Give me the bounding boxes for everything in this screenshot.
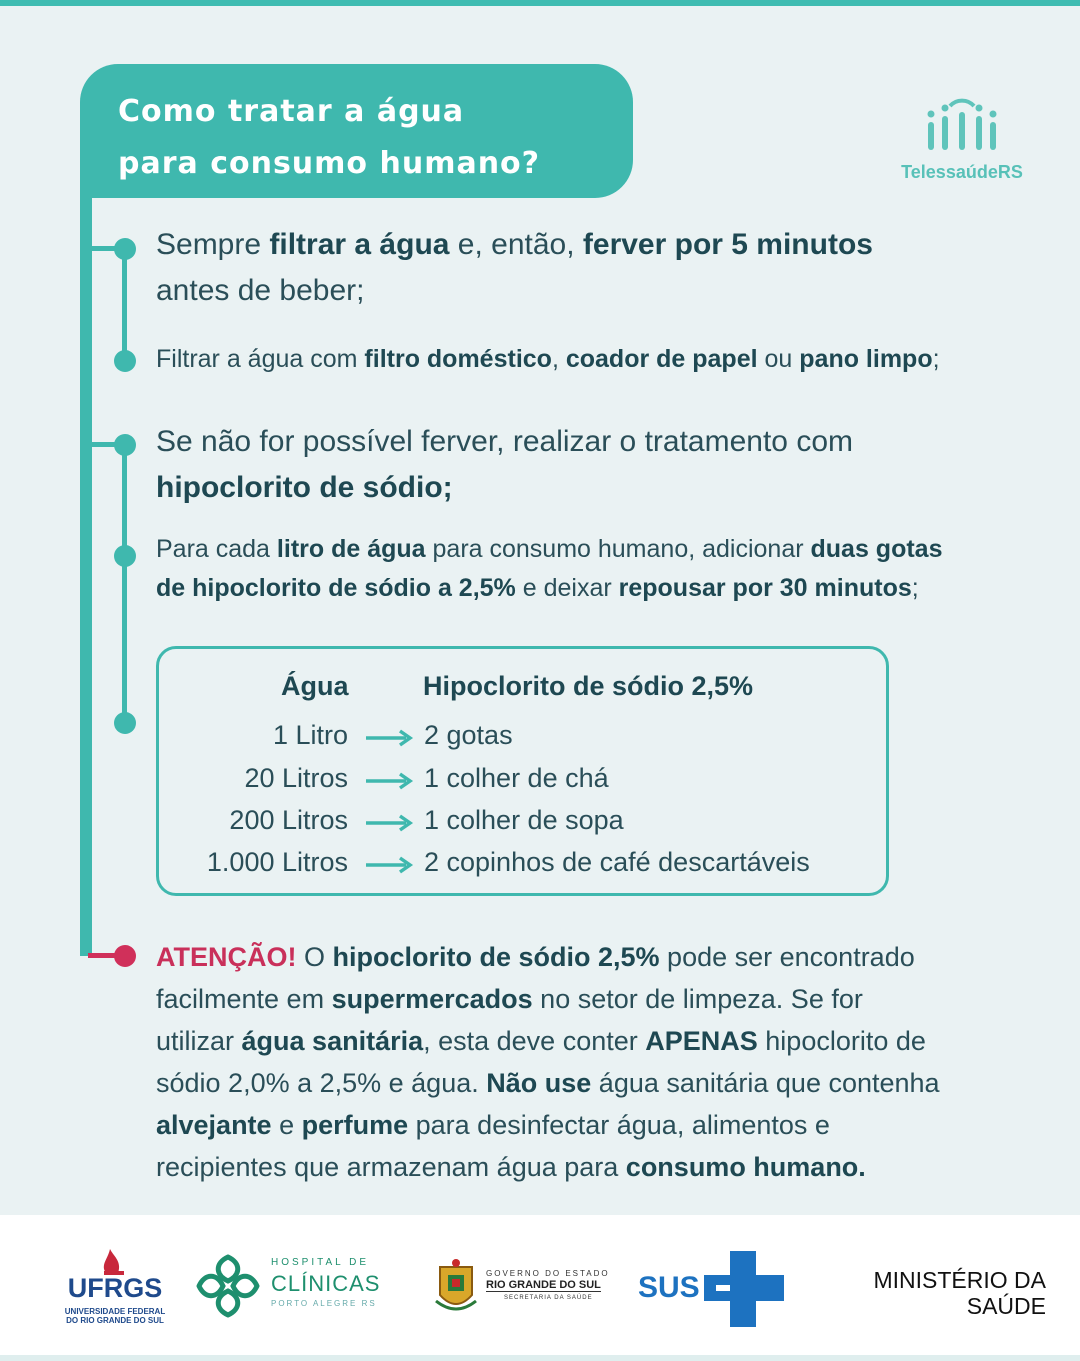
page-title <box>118 86 540 190</box>
dosage-table <box>156 646 889 896</box>
timeline-dot <box>114 545 136 567</box>
table-header-hipoclorito: Hipoclorito de sódio 2,5% <box>423 671 754 701</box>
title-banner <box>80 64 633 198</box>
hcpa-line1: HOSPITAL DE <box>271 1257 370 1268</box>
hcpa-line3: PORTO ALEGRE RS <box>271 1299 377 1308</box>
ministry-line1: MINISTÉRIO DA <box>873 1267 1046 1293</box>
ministry-line2: SAÚDE <box>966 1293 1046 1319</box>
rs-line3: SECRETARIA DA SAÚDE <box>504 1295 593 1301</box>
hcpa-logo <box>195 1253 385 1323</box>
footer-logos <box>0 1215 1080 1355</box>
ufrgs-subtitle: UNIVERSIDADE FEDERAL DO RIO GRANDE DO SUL <box>64 1307 166 1325</box>
step-hypochlorite: Se não for possível ferver, realizar o tratamento com hipoclorito de sódio; <box>156 425 853 504</box>
rs-government-logo <box>432 1257 612 1323</box>
timeline-dot <box>114 712 136 734</box>
step-filter: Filtrar a água com filtro doméstico, coador de papel ou pano limpo; <box>156 345 940 373</box>
step-boil: Sempre filtrar a água e, então, ferver por 5 minutos antes de beber; <box>156 228 873 307</box>
cross-icon <box>704 1251 784 1327</box>
title-line-2: para consumo humano? <box>118 146 541 181</box>
rs-coat-of-arms-icon <box>432 1257 480 1319</box>
hcpa-emblem-icon <box>195 1253 261 1319</box>
sus-name: SUS <box>638 1271 700 1304</box>
telessaude-signal-icon <box>892 92 1032 160</box>
bottom-accent-bar <box>0 1355 1080 1361</box>
attention-note: ATENÇÃO! O hipoclorito de sódio 2,5% pode ser encontrado facilmente em supermercados no setor de limpeza. Se for utilizar água sanitária, esta deve conter APENAS hipoclorito de sódio 2,0% a 2,5% e água. Não use água sanitária que contenha alvejante e perfume para desinfectar água, alimentos e recipientes que armazenam água para consumo humano. <box>156 942 940 1182</box>
telessaude-label: TelessaúdeRS <box>901 162 1023 182</box>
ministry-logo <box>836 1267 1046 1327</box>
timeline-bracket <box>122 444 127 722</box>
timeline-dot <box>114 350 136 372</box>
arrow-right-icon <box>364 813 414 833</box>
table-cell-agua: 1 Litro <box>272 720 348 750</box>
table-cell-agua: 200 Litros <box>229 805 348 835</box>
table-cell-agua: 1.000 Litros <box>206 847 348 877</box>
table-cell-hipo: 2 copinhos de café descartáveis <box>424 847 810 877</box>
timeline-dot <box>114 238 136 260</box>
table-cell-hipo: 1 colher de chá <box>424 763 609 793</box>
ufrgs-logo <box>60 1245 170 1330</box>
arrow-right-icon <box>364 728 414 748</box>
arrow-right-icon <box>364 855 414 875</box>
timeline-dot <box>114 434 136 456</box>
table-header-agua: Água <box>281 671 349 701</box>
telessaude-logo <box>892 92 1032 188</box>
hcpa-line2: CLÍNICAS <box>271 1271 381 1296</box>
ufrgs-name: UFRGS <box>67 1273 163 1303</box>
table-cell-agua: 20 Litros <box>244 763 348 793</box>
sus-logo <box>638 1251 788 1327</box>
attention-label: ATENÇÃO! <box>156 942 297 972</box>
timeline-bracket <box>122 248 127 360</box>
rs-line1: GOVERNO DO ESTADO <box>486 1269 610 1278</box>
title-line-1: Como tratar a água <box>118 94 465 129</box>
table-cell-hipo: 1 colher de sopa <box>424 805 624 835</box>
rs-line2: RIO GRANDE DO SUL <box>486 1279 601 1291</box>
arrow-right-icon <box>364 771 414 791</box>
table-cell-hipo: 2 gotas <box>424 720 513 750</box>
step-dosage: Para cada litro de água para consumo humano, adicionar duas gotas de hipoclorito de sódio a 2,5% e deixar repousar por 30 minutos; <box>156 535 943 602</box>
timeline-line <box>80 190 92 956</box>
attention-dot <box>114 945 136 967</box>
top-accent-bar <box>0 0 1080 6</box>
